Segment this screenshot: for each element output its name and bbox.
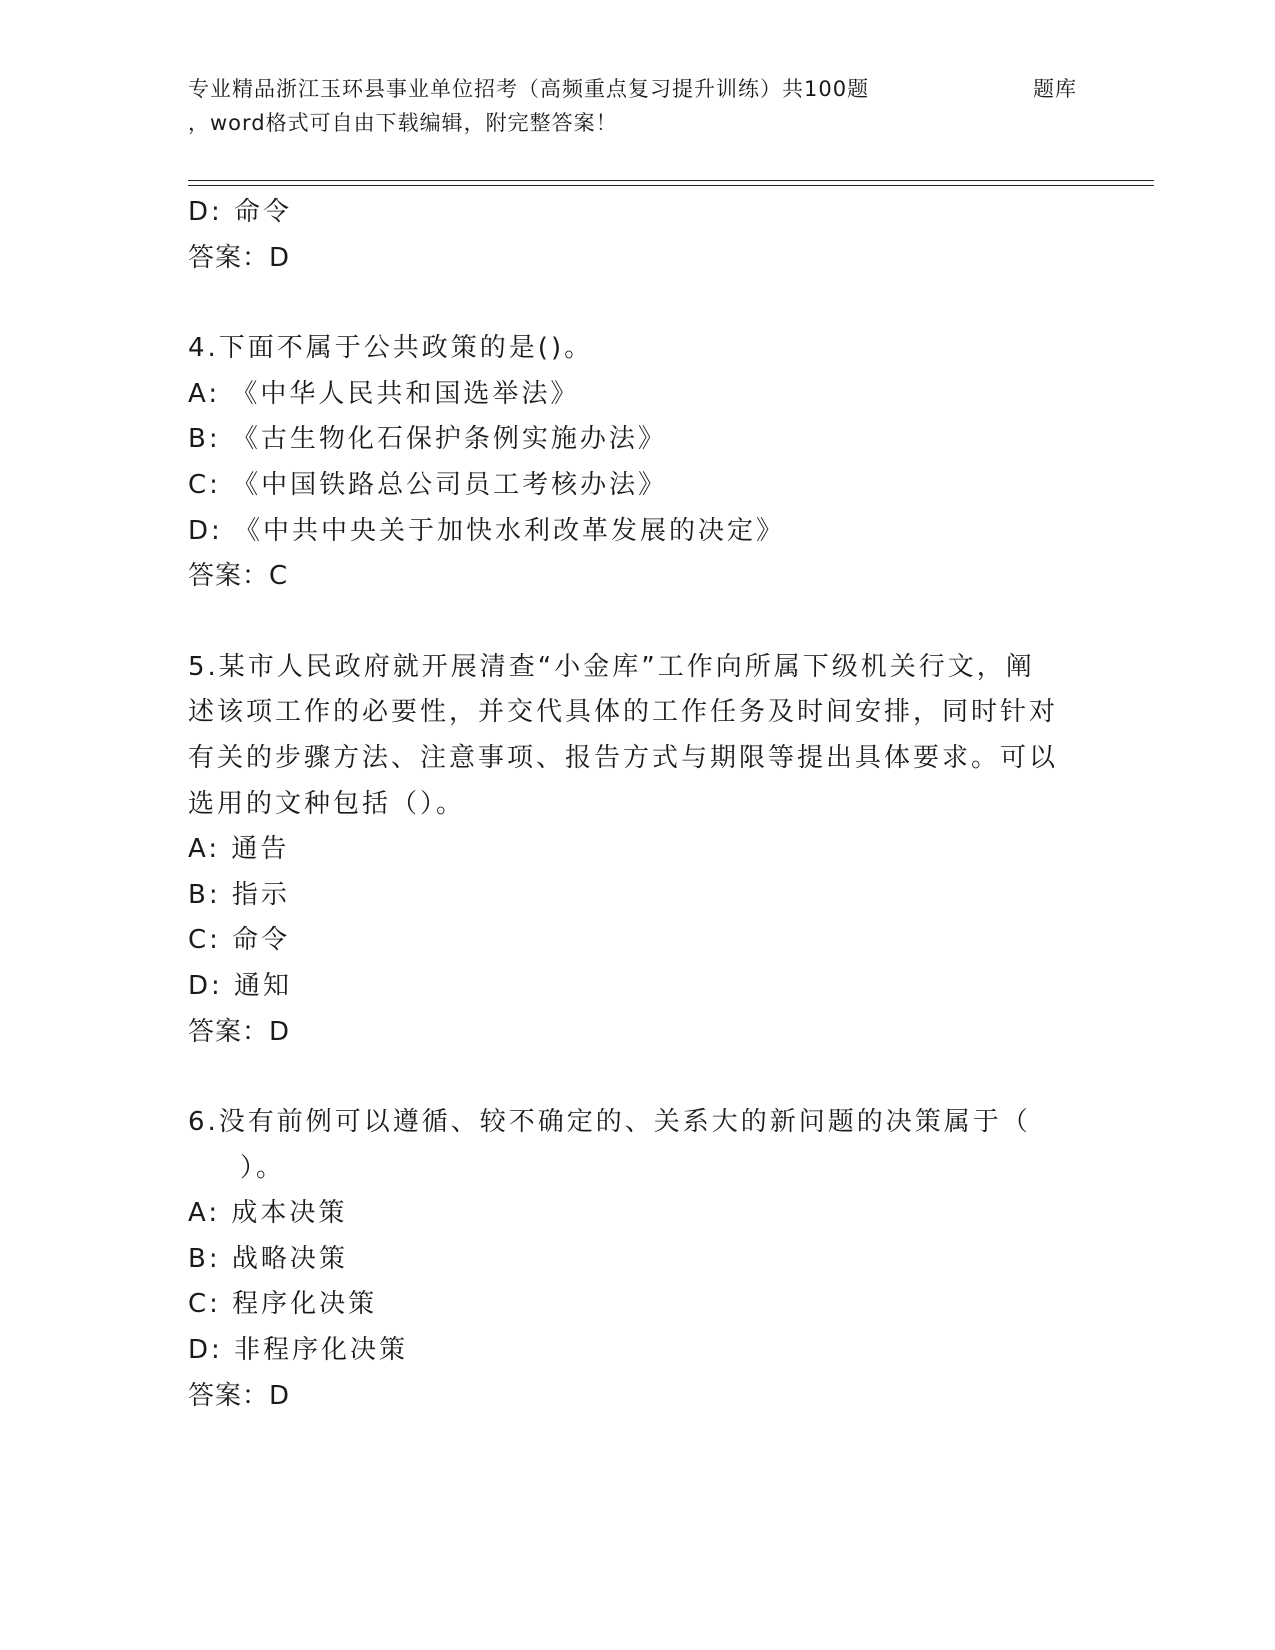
- answer-value: D: [269, 1380, 290, 1411]
- answer-line: [188, 554, 1068, 600]
- header-rule-top: [188, 180, 1154, 181]
- option-b: B: 《古生物化石保护条例实施办法》: [188, 424, 667, 455]
- question-stem: 4.下面不属于公共政策的是()。: [188, 333, 594, 364]
- answer-label: 答案：: [188, 242, 270, 273]
- option-a: A: 成本决策: [188, 1198, 348, 1229]
- question-stem: 选用的文种包括（）。: [188, 788, 466, 819]
- option-d: D: 《中共中央关于加快水利改革发展的决定》: [188, 515, 786, 546]
- option-b: B: 指示: [188, 879, 290, 910]
- header-title: 专业精品浙江玉环县事业单位招考（高频重点复习提升训练）共100题: [188, 77, 870, 101]
- question-content: [188, 190, 1068, 1464]
- option-a: A: 《中华人民共和国选举法》: [188, 378, 580, 409]
- option-b: B: 战略决策: [188, 1243, 348, 1274]
- answer-value: D: [269, 1016, 290, 1047]
- option-d: D: 命令: [188, 197, 293, 227]
- option-d: D: 非程序化决策: [188, 1335, 409, 1366]
- option-d: D: 通知: [188, 970, 293, 1001]
- answer-line: [188, 1374, 1068, 1420]
- question-stem: 5.某市人民政府就开展清查“小金库”工作向所属下级机关行文，阐: [188, 651, 1035, 682]
- option-c: C: 程序化决策: [188, 1289, 378, 1320]
- question-stem: 6.没有前例可以遵循、较不确定的、关系大的新问题的决策属于（: [188, 1107, 1031, 1138]
- question-stem: 述该项工作的必要性，并交代具体的工作任务及时间安排，同时针对: [188, 697, 1059, 728]
- header-line-2: ，word格式可自由下载编辑，附完整答案！: [188, 111, 618, 135]
- answer-label: 答案：: [188, 1380, 270, 1411]
- answer-value: D: [269, 242, 290, 273]
- question-stem: 有关的步骤方法、注意事项、报告方式与期限等提出具体要求。可以: [188, 742, 1059, 773]
- question-stem: ）。: [240, 1152, 286, 1183]
- header-rule-bottom: [188, 185, 1154, 186]
- answer-value: C: [269, 561, 288, 592]
- answer-line: [188, 1010, 1068, 1056]
- question-6: [188, 1100, 1068, 1419]
- option-a: A: 通告: [188, 834, 290, 865]
- document-header: [188, 72, 1148, 140]
- option-c: C: 《中国铁路总公司员工考核办法》: [188, 469, 668, 500]
- answer-label: 答案：: [188, 561, 270, 592]
- option-c: C: 命令: [188, 925, 291, 956]
- question-4: [188, 326, 1068, 600]
- answer-label: 答案：: [188, 1016, 270, 1047]
- header-tag: 题库: [1033, 77, 1077, 101]
- answer-line: [188, 236, 1068, 282]
- question-5: [188, 645, 1068, 1055]
- header-line-1: [188, 72, 1148, 106]
